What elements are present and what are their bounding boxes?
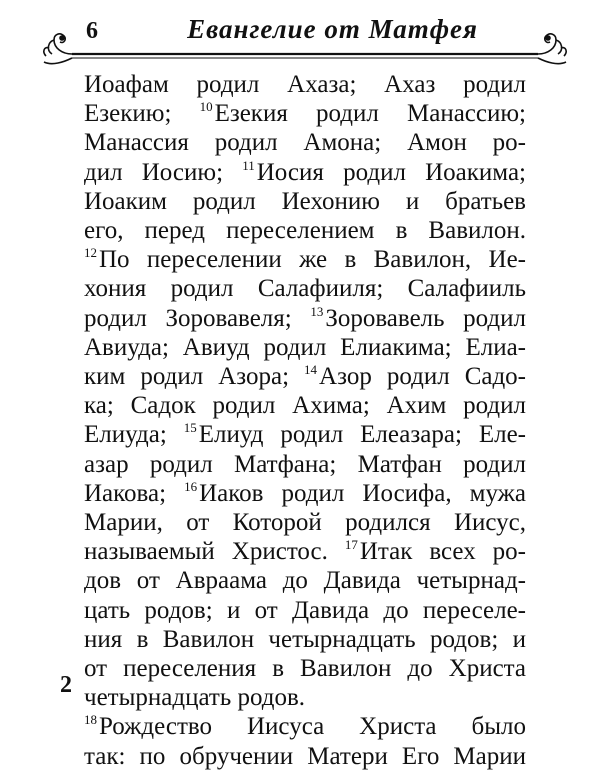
line-text: По переселении же в Вавилон, Ие- (99, 246, 526, 274)
text-line (84, 128, 526, 157)
running-title: Евангелие от Матфея (187, 14, 478, 44)
scripture-text (84, 70, 526, 771)
line-text: Рождество Иисуса Христа было (99, 713, 526, 741)
verse-number: 11 (242, 157, 255, 173)
line-text: Иакова; (84, 479, 185, 507)
text-line (84, 479, 526, 508)
line-text: Манассия родил Амона; Амон ро- (84, 129, 526, 157)
text-line (84, 245, 526, 274)
text-line (84, 216, 526, 245)
line-text: ния в Вавилон четырнадцать родов; и (84, 625, 526, 653)
text-line (84, 187, 526, 216)
verse-number: 13 (310, 303, 324, 319)
line-text: Иаков родил Иосифа, мужа (199, 479, 527, 507)
line-text: Езекию; (84, 100, 200, 128)
line-text: цать родов; и от Давида до переселе- (84, 596, 526, 624)
chapter-marker: 2 (60, 672, 72, 698)
line-text: Зоровавель родил (325, 304, 526, 332)
text-line (84, 99, 526, 128)
line-text: его, перед переселением в Вавилон. (84, 217, 526, 245)
line-text: Иосия родил Иоакима; (256, 158, 526, 186)
page-number: 6 (86, 18, 98, 44)
line-text: Марии, от Которой родился Иисус, (84, 509, 526, 537)
left-flourish-icon (44, 34, 72, 64)
verse-number: 10 (199, 99, 213, 115)
text-line (84, 654, 526, 683)
verse-number: 17 (344, 537, 358, 553)
text-line (84, 596, 526, 625)
text-line (84, 304, 526, 333)
text-line (84, 712, 526, 741)
line-text: Елиуда; (84, 421, 184, 449)
line-text: ка; Садок родил Ахима; Ахим родил (84, 392, 526, 420)
line-text: Азор родил Садо- (319, 363, 527, 391)
line-text: четырнадцать родов. (84, 684, 306, 712)
verse-number: 12 (84, 245, 97, 261)
line-text: дил Иосию; (84, 158, 243, 186)
line-text: хония родил Салафииля; Салафииль (84, 275, 526, 303)
right-flourish-icon (538, 34, 566, 64)
text-line (84, 450, 526, 479)
line-text: Иоаким родил Иехонию и братьев (84, 187, 526, 215)
text-line (84, 391, 526, 420)
text-line (84, 333, 526, 362)
text-line (84, 274, 526, 303)
verse-number: 18 (84, 712, 97, 728)
page-header (40, 10, 570, 70)
text-line (84, 625, 526, 654)
text-line (84, 537, 526, 566)
line-text: от переселения в Вавилон до Христа (84, 655, 526, 683)
line-text: ким родил Азора; (84, 363, 305, 391)
line-text: Иоафам родил Ахаза; Ахаз родил (84, 71, 526, 98)
line-text: так: по обручении Матери Его Марии (84, 742, 526, 770)
text-line (84, 70, 526, 99)
line-text: называемый Христос. (84, 538, 345, 566)
text-line (84, 158, 526, 187)
line-text: дов от Авраама до Давида четырнад- (84, 567, 526, 595)
line-text: Итак всех ро- (359, 538, 526, 566)
text-line (84, 362, 526, 391)
line-text: Езекия родил Манассию; (214, 100, 527, 128)
line-text: Елиуд родил Елеазара; Еле- (198, 421, 526, 449)
verse-number: 14 (304, 362, 318, 378)
text-line (84, 742, 526, 771)
line-text: азар родил Матфана; Матфан родил (84, 450, 526, 478)
line-text: Авиуда; Авиуд родил Елиакима; Елиа- (84, 333, 526, 361)
text-line (84, 683, 526, 712)
verse-number: 16 (184, 478, 198, 494)
text-line (84, 508, 526, 537)
text-line (84, 420, 526, 449)
text-line (84, 566, 526, 595)
line-text: родил Зоровавеля; (84, 304, 311, 332)
verse-number: 15 (183, 420, 197, 436)
